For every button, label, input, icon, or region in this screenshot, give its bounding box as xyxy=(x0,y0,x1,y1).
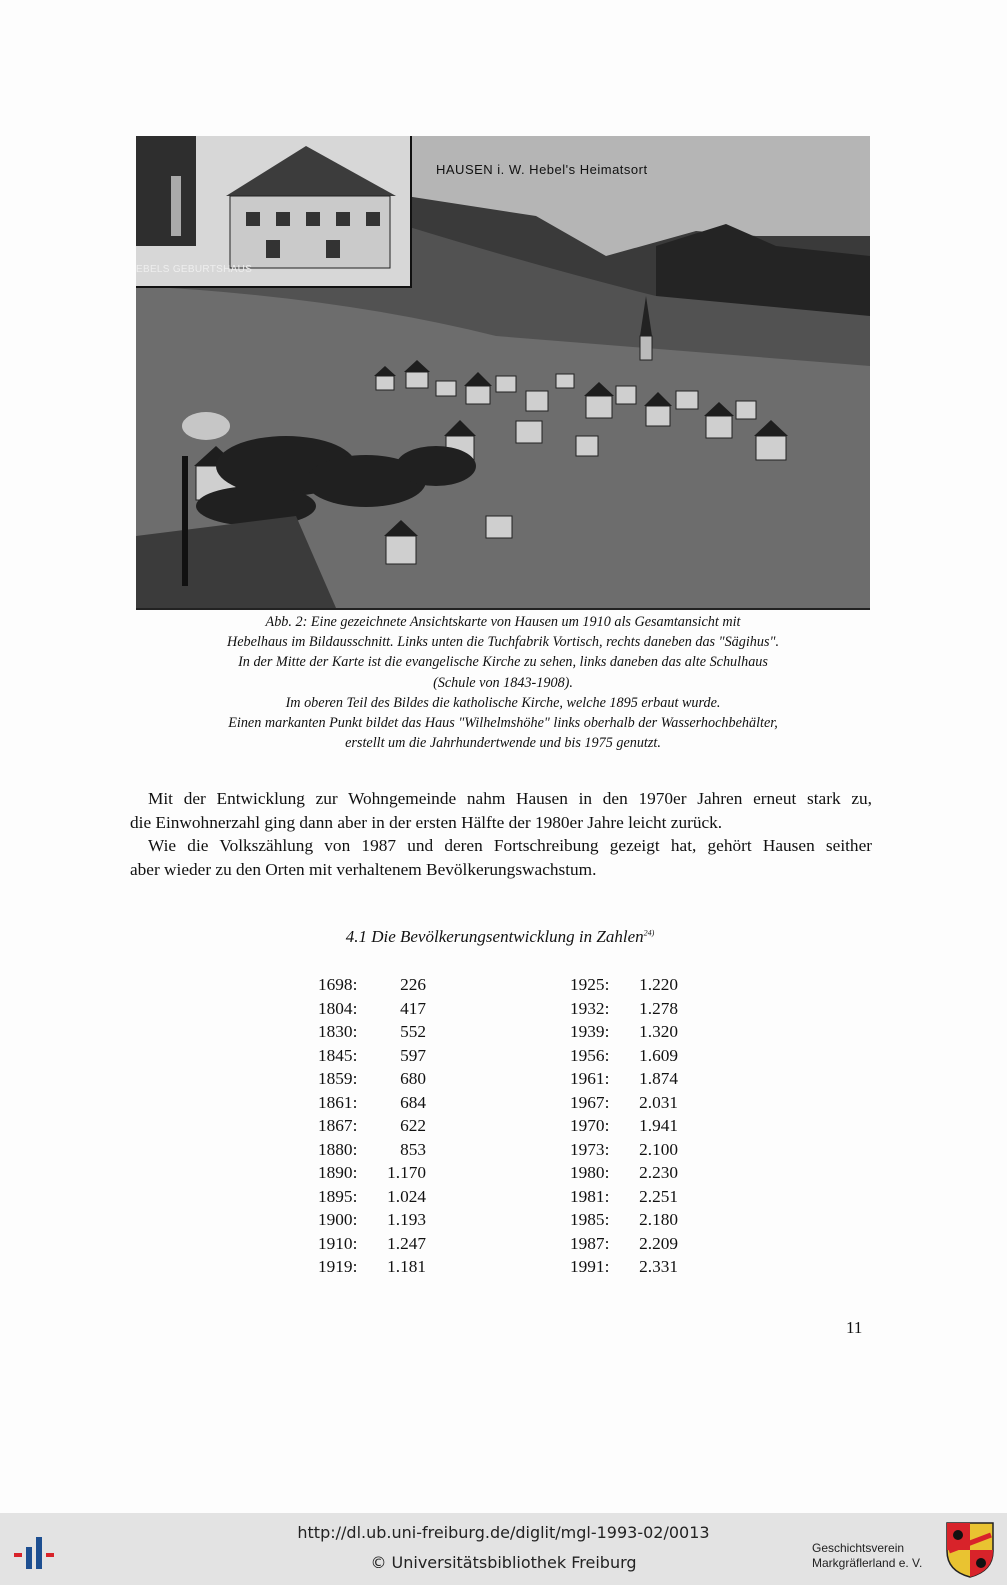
population-year: 1910: xyxy=(318,1233,358,1253)
population-value: 1.874 xyxy=(639,1069,678,1088)
population-year: 1845: xyxy=(318,1045,358,1065)
population-row xyxy=(318,1232,426,1256)
population-value: 1.220 xyxy=(639,975,678,994)
population-row xyxy=(570,973,678,997)
population-value: 622 xyxy=(400,1116,426,1135)
population-value: 1.181 xyxy=(387,1257,426,1276)
population-year: 1925: xyxy=(570,975,610,994)
population-year: 1991: xyxy=(570,1257,610,1276)
population-row xyxy=(570,1185,678,1209)
population-value: 552 xyxy=(400,1022,426,1041)
population-row xyxy=(318,1138,426,1162)
population-year: 1939: xyxy=(570,1022,610,1041)
caption-line: (Schule von 1843-1908). xyxy=(433,674,573,691)
population-year: 1880: xyxy=(318,1139,358,1159)
population-value: 2.251 xyxy=(639,1186,678,1206)
population-row xyxy=(318,1020,426,1044)
society-name-line2: Markgräflerland e. V. xyxy=(812,1556,923,1570)
postcard-image xyxy=(136,136,870,610)
population-value: 2.209 xyxy=(639,1233,678,1253)
population-row xyxy=(570,1138,678,1162)
population-value: 1.024 xyxy=(387,1186,426,1206)
caption-line: Abb. 2: Eine gezeichnete Ansichtskarte von Hausen um 1910 als Gesamtansicht mit xyxy=(265,614,741,630)
population-value: 1.320 xyxy=(639,1022,678,1041)
postcard-title: HAUSEN i. W. Hebel's Heimatsort xyxy=(436,162,648,177)
footer-bar xyxy=(0,1513,1007,1585)
page-number: 11 xyxy=(846,1318,863,1337)
postcard-illustration xyxy=(136,136,870,608)
footnote-marker: 24) xyxy=(643,928,655,938)
population-row xyxy=(318,1091,426,1115)
population-year: 1981: xyxy=(570,1186,610,1206)
population-row xyxy=(318,1067,426,1091)
figure-caption xyxy=(130,612,876,753)
population-value: 1.941 xyxy=(639,1116,678,1135)
body-line: Mit der Entwicklung zur Wohngemeinde nahm Hausen in den 1970er Jahren erneut stark zu, xyxy=(148,789,872,808)
population-value: 2.230 xyxy=(639,1163,678,1182)
population-row xyxy=(318,1185,426,1209)
caption-line: In der Mitte der Karte ist die evangelische Kirche zu sehen, links daneben das alte Schulhaus xyxy=(238,654,768,671)
population-row xyxy=(318,997,426,1021)
population-value: 1.170 xyxy=(387,1163,426,1182)
population-value: 853 xyxy=(400,1139,426,1159)
copyright-text: © Universitätsbibliothek Freiburg xyxy=(370,1553,637,1572)
population-value: 2.331 xyxy=(639,1257,678,1276)
body-text xyxy=(130,787,872,881)
population-row xyxy=(570,1161,678,1185)
population-value: 1.193 xyxy=(387,1210,426,1229)
permalink-url[interactable]: http://dl.ub.uni-freiburg.de/diglit/mgl-1993-02/0013 xyxy=(297,1523,710,1542)
population-row xyxy=(570,1208,678,1232)
population-value: 417 xyxy=(400,998,426,1018)
caption-line: Hebelhaus im Bildausschnitt. Links unten die Tuchfabrik Vortisch, rechts daneben das "Sägihus". xyxy=(226,634,780,651)
population-year: 1698: xyxy=(318,975,358,994)
population-row xyxy=(570,1020,678,1044)
population-year: 1987: xyxy=(570,1233,610,1253)
body-line: Wie die Volkszählung von 1987 und deren Fortschreibung gezeigt hat, gehört Hausen seither xyxy=(148,836,872,855)
population-column-left xyxy=(318,973,426,1279)
population-value: 226 xyxy=(400,975,426,994)
population-row xyxy=(570,1255,678,1279)
population-value: 1.247 xyxy=(387,1233,426,1253)
population-value: 1.609 xyxy=(639,1045,678,1065)
population-value: 2.180 xyxy=(639,1210,678,1229)
population-value: 597 xyxy=(400,1045,426,1065)
population-row xyxy=(570,1114,678,1138)
population-row xyxy=(570,1232,678,1256)
population-row xyxy=(570,1044,678,1068)
population-year: 1890: xyxy=(318,1163,358,1182)
population-year: 1830: xyxy=(318,1022,358,1041)
population-row xyxy=(318,1208,426,1232)
population-year: 1932: xyxy=(570,998,610,1018)
population-row xyxy=(570,997,678,1021)
section-heading xyxy=(0,927,1000,947)
caption-line: Einen markanten Punkt bildet das Haus "Wilhelmshöhe" links oberhalb der Wasserhochbehälter, xyxy=(228,715,778,732)
population-year: 1895: xyxy=(318,1186,358,1206)
population-value: 2.031 xyxy=(639,1092,678,1112)
coat-of-arms-icon[interactable] xyxy=(945,1521,995,1579)
population-row xyxy=(318,1255,426,1279)
population-year: 1919: xyxy=(318,1257,358,1276)
caption-line: Im oberen Teil des Bildes die katholische Kirche, welche 1895 erbaut wurde. xyxy=(285,694,721,711)
body-line: die Einwohnerzahl ging dann aber in der ersten Hälfte der 1980er Jahre leicht zurück. xyxy=(130,812,723,832)
population-year: 1980: xyxy=(570,1163,610,1182)
population-year: 1985: xyxy=(570,1210,610,1229)
caption-line: erstellt um die Jahrhundertwende und bis 1975 genutzt. xyxy=(345,735,661,752)
population-column-right xyxy=(570,973,678,1279)
population-year: 1867: xyxy=(318,1116,358,1135)
population-year: 1956: xyxy=(570,1045,610,1065)
body-line: aber wieder zu den Orten mit verhaltenem Bevölkerungswachstum. xyxy=(130,859,597,879)
population-year: 1861: xyxy=(318,1092,358,1112)
population-year: 1967: xyxy=(570,1092,610,1112)
society-name xyxy=(812,1541,922,1571)
population-year: 1961: xyxy=(570,1069,610,1088)
population-year: 1973: xyxy=(570,1139,610,1159)
inset-label: EBELS GEBURTSHAUS xyxy=(136,264,253,275)
section-heading-text: 4.1 Die Bevölkerungsentwicklung in Zahlen xyxy=(345,927,644,946)
society-name-line1: Geschichtsverein xyxy=(812,1541,905,1555)
population-value: 680 xyxy=(400,1069,426,1088)
population-value: 2.100 xyxy=(639,1139,678,1159)
population-year: 1970: xyxy=(570,1116,610,1135)
population-row xyxy=(318,1114,426,1138)
population-year: 1859: xyxy=(318,1069,358,1088)
population-value: 684 xyxy=(400,1092,426,1112)
population-row xyxy=(318,1044,426,1068)
population-row xyxy=(570,1067,678,1091)
population-year: 1804: xyxy=(318,998,358,1018)
population-row xyxy=(570,1091,678,1115)
population-row xyxy=(318,973,426,997)
population-row xyxy=(318,1161,426,1185)
population-value: 1.278 xyxy=(639,998,678,1018)
population-year: 1900: xyxy=(318,1210,358,1229)
